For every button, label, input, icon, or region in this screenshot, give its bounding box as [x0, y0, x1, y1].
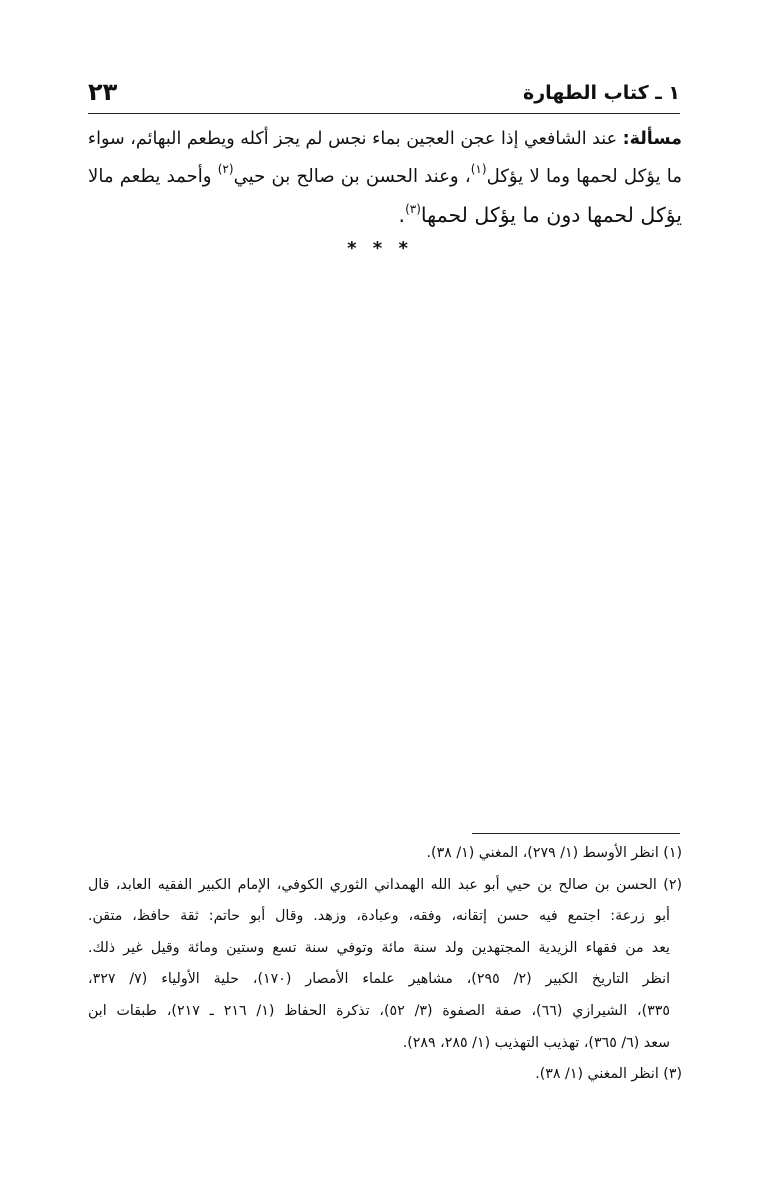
footnote-2-line: أبو زرعة: اجتمع فيه حسن إتقانه، وفقه، وعبادة، وزهد. وقال أبو حاتم: ثقة حافظ، متقن.: [88, 908, 670, 925]
main-text: [88, 120, 682, 234]
running-header: [88, 78, 680, 112]
footnote-ref[interactable]: (٢): [217, 162, 234, 176]
footnote-2-line: انظر التاريخ الكبير (٢/ ٢٩٥)، مشاهير علماء الأمصار (١٧٠)، حلية الأولياء (٧/ ٣٢٧،: [88, 971, 671, 988]
footnote-3: (٣) انظر المغني (١/ ٣٨).: [535, 1066, 682, 1083]
footnote-ref[interactable]: (٣): [405, 202, 421, 216]
footnote-2-line: (٢) الحسن بن صالح بن حيي أبو عبد الله الهمداني الثوري الكوفي، الإمام الكبير الفقيه العابد، قال: [88, 876, 682, 893]
text-segment: وأحمد يطعم مالا: [88, 166, 218, 187]
text-segment: عند الشافعي إذا عجن العجين بماء نجس لم يجز أكله ويطعم البهائم، سواء: [87, 129, 623, 149]
footnotes: [88, 838, 682, 1091]
text-segment: ما يؤكل لحمها وما لا يؤكل: [486, 166, 683, 187]
chapter-title: ١ ـ كتاب الطهارة: [523, 82, 680, 104]
header-rule: [88, 113, 680, 114]
main-text-line: [88, 196, 682, 234]
footnote-rule: [472, 833, 680, 834]
section-ornament: * * *: [347, 238, 413, 259]
footnote-2-line: ٣٣٥)، الشيرازي (٦٦)، صفة الصفوة (٣/ ٥٢)، تذكرة الحفاظ (١/ ٢١٦ ـ ٢١٧)، طبقات ابن: [88, 1002, 670, 1019]
page-number: ٢٣: [88, 78, 118, 106]
text-segment: ، وعند الحسن بن صالح بن حيي: [233, 166, 471, 187]
footnote-2-line: يعد من فقهاء الزيدية المجتهدين ولد سنة مائة وتوفي سنة تسع وستين ومائة وقيل غير ذلك.: [88, 939, 670, 956]
text-segment: يؤكل لحمها دون ما يؤكل لحمها: [420, 203, 682, 227]
footnote-1: (١) انظر الأوسط (١/ ٢٧٩)، المغني (١/ ٣٨).: [426, 845, 682, 861]
main-text-line: [88, 120, 682, 158]
text-segment: .: [398, 203, 406, 227]
footnote-2-line: سعد (٦/ ٣٦٥)، تهذيب التهذيب (١/ ٢٨٥، ٢٨٩).: [402, 1034, 670, 1051]
main-text-line: [88, 158, 682, 196]
footnote-ref[interactable]: (١): [470, 162, 487, 176]
issue-term: مسألة:: [622, 129, 682, 149]
